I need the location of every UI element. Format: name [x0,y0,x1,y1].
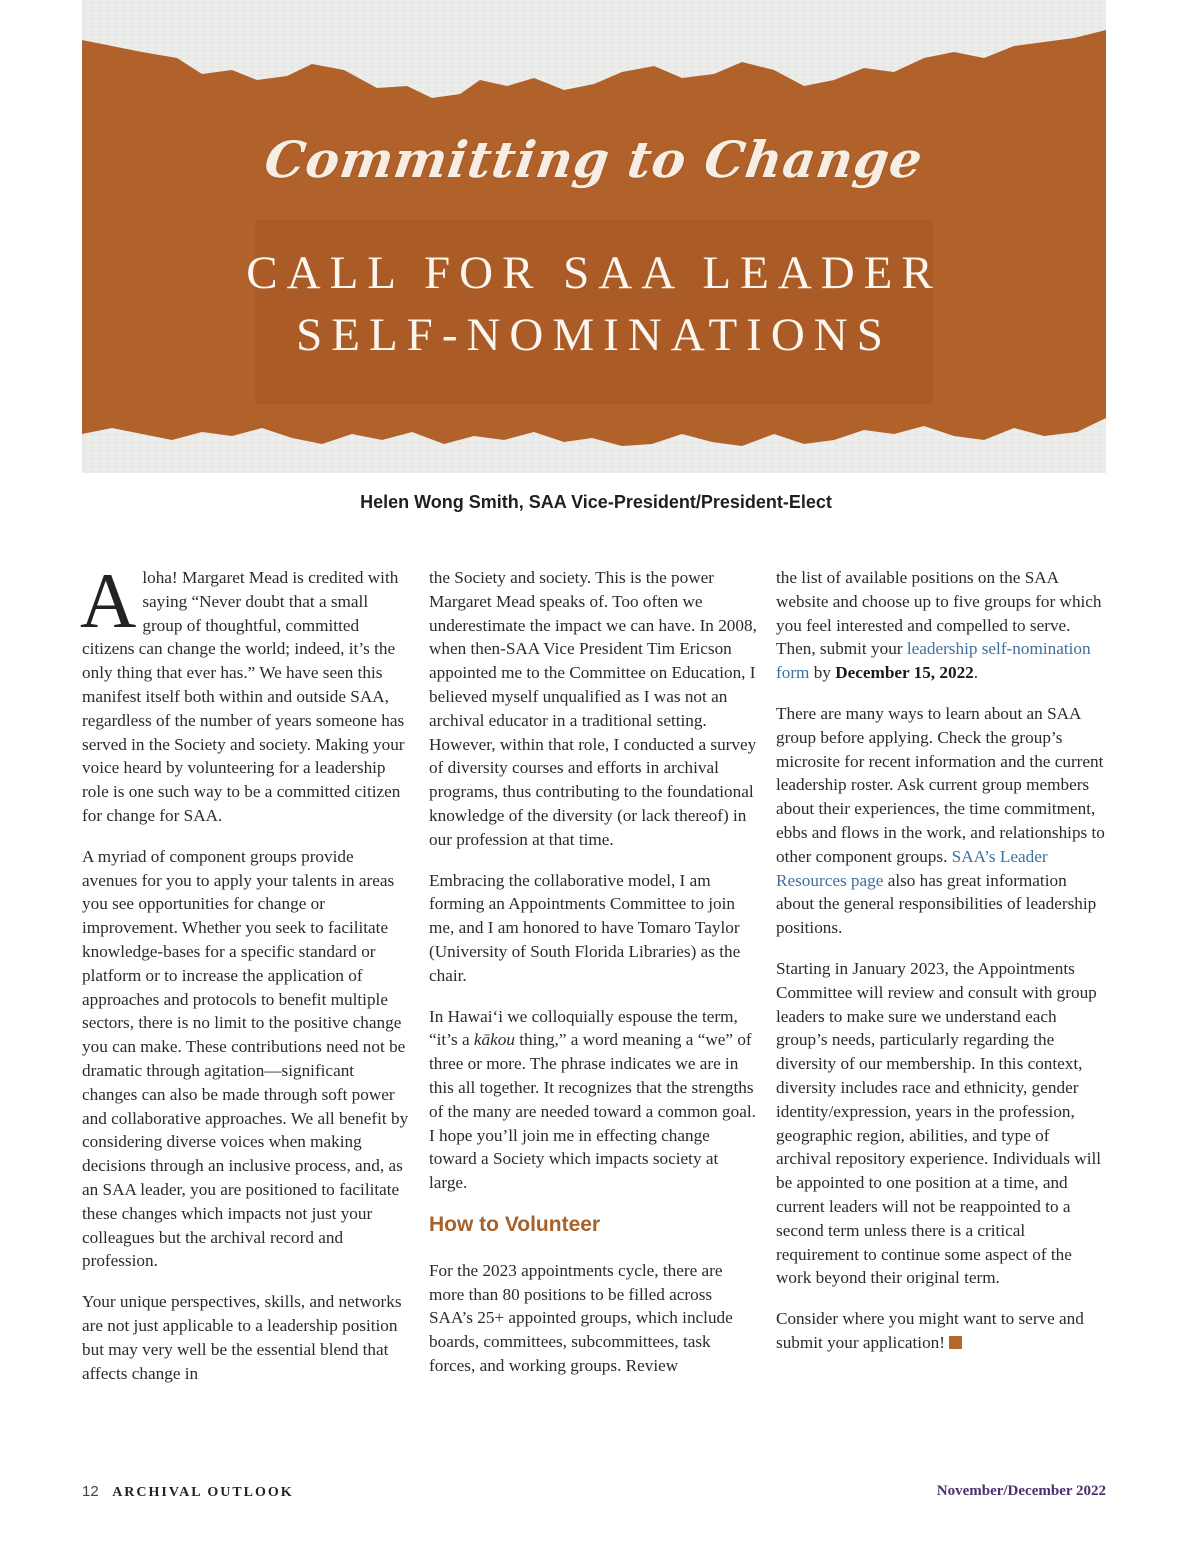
footer-left [82,1483,294,1501]
issue-date: November/December 2022 [936,1483,1106,1499]
drop-cap: A [80,557,137,644]
paragraph: For the 2023 appointments cycle, there are more than 80 positions to be filled across SAA’s 25+ appointed groups, which include boards, committees, subcommittees, task forces, and working groups. Review [429,1260,733,1375]
magazine-name: ARCHIVAL OUTLOOK [112,1485,294,1500]
paragraph: Consider where you might want to serve and submit your application! [776,1309,1084,1352]
paragraph: the Society and society. This is the power Margaret Mead speaks of. Too often we underestimate the impact we can have. In 2008, when then-SAA Vice President Tim Ericson appointed me to the Committee on Education, I believed myself unqualified as I was not an archival educator in a traditional setting. However, within that role, I conducted a survey of diversity courses and efforts in archival programs, thus contributing to the foundational knowledge of the diversity (or lack thereof) in our profession at that time. [429,568,757,849]
paragraph: Embracing the collaborative model, I am forming an Appointments Committee to join me, and I am honored to have Tomaro Taylor (University of South Florida Libraries) as the chair. [429,870,741,985]
headline-line2: SELF-NOMINATIONS [296,309,892,361]
paragraph: A myriad of component groups provide avenues for you to apply your talents in areas you see opportunities for change or improvement. Whether you seek to facilitate knowledge-bases for a specific standard or platform or to increase the application of approaches and protocols to benefit multiple sectors, there is no limit to the positive change you can make. These contributions need not be dramatic through agitation—significant changes can also be made through soft power and collaborative approaches. We all benefit by considering diverse voices when making decisions through an inclusive process, and, as an SAA leader, you are positioned to facilitate these changes which impacts not just your colleagues but the archival record and profession. [82,846,409,1271]
column-1 [80,557,412,1402]
paragraph: There are many ways to learn about an SAA group before applying. Check the group’s microsite for recent information and the current leadership roster. Ask current group members about their experiences, the time commitment, ebbs and flows in the work, and relationships to other component groups. SAA’s Leader Resources page also has great information about the general responsibilities of leadership positions. [776,703,1105,938]
section-heading: How to Volunteer [429,1212,601,1236]
emphasis-kakou: kākou [473,1030,515,1050]
column-2 [429,566,759,1395]
paragraph: In Hawai‘i we colloquially espouse the term, “it’s a kākou thing,” a word meaning a “we” of three or more. The phrase indicates we are in this all together. It recognizes that the strengths of the many are needed toward a common goal. I hope you’ll join me in effecting change toward a Society which impacts society at large. [429,1006,756,1193]
deadline-date: December 15, 2022 [835,663,974,683]
column-3 [776,566,1106,1372]
page-number: 12 [82,1483,99,1500]
headline-line1: CALL FOR SAA LEADER [246,247,942,299]
paragraph: Starting in January 2023, the Appointments Committee will review and consult with group leaders to make sure we understand each group’s needs, particularly regarding the diversity of our membership. In this context, diversity includes race and ethnicity, gender identity/expression, years in the profession, geographic region, abilities, and type of archival repository experience. Individuals will be appointed to one position at a time, and current leaders will not be reappointed to a second term unless there is a critical requirement to continue some aspect of the work beyond their original term. [776,958,1102,1288]
paragraph: Your unique perspectives, skills, and networks are not just applicable to a leadership position but may very well be the essential blend that affects change in [82,1292,402,1383]
self-nomination-form-link[interactable]: leadership self-nomination form [776,639,1091,683]
header-banner [82,0,1106,473]
paragraph: the list of available positions on the SAA website and choose up to five groups for which you feel interested and compelled to serve. Then, submit your leadership self-nomination form by December 15, 2022. [776,568,1102,683]
end-mark-icon [949,1336,962,1349]
script-title: Committing to Change [261,130,927,189]
paragraph: Aloha! Margaret Mead is credited with saying “Never doubt that a small group of thoughtful, committed citizens can change the world; indeed, it’s the only thing that ever has.” We have seen this manifest itself both within and outside SAA, regardless of the number of years someone has served in the Society and society. Making your voice heard by volunteering for a leadership role is one such way to be a committed citizen for change for SAA. [80,557,405,825]
byline: Helen Wong Smith, SAA Vice-President/President-Elect [360,492,832,512]
leader-resources-link[interactable]: SAA’s Leader Resources page [776,846,1048,890]
